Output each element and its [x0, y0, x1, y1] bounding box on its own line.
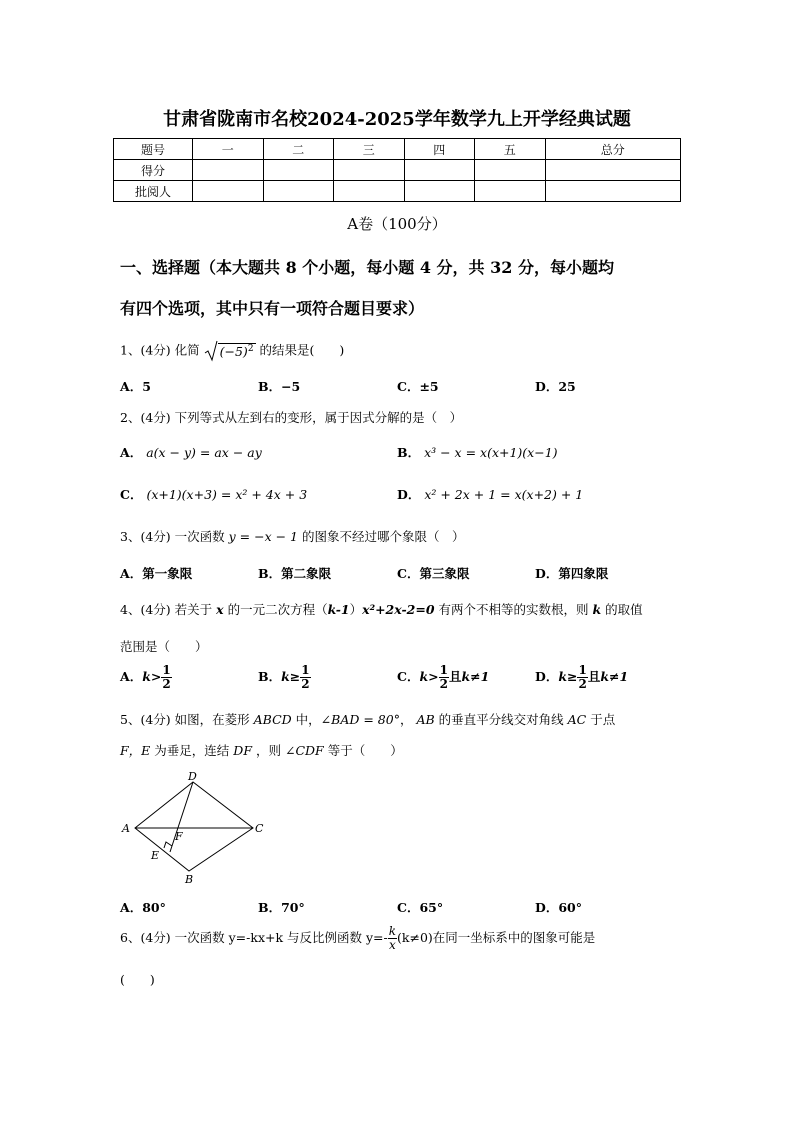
- q2-option-a: [120, 443, 262, 461]
- q4-text: 有两个不相等的实数根，则: [438, 602, 589, 617]
- question-6-line2: ( ): [120, 972, 155, 987]
- section-a-heading: A卷（100分）: [347, 215, 447, 233]
- q5-math: AB: [416, 712, 435, 727]
- q5-text: 5、(4分) 如图，在菱形: [120, 712, 250, 727]
- table-cell: [404, 181, 475, 202]
- q5-math: AC: [567, 712, 587, 727]
- question-6-line1: [120, 925, 595, 952]
- table-cell: 三: [334, 139, 405, 160]
- question-4-line1: [120, 600, 643, 618]
- option-label: D．: [535, 669, 559, 684]
- q2-option-b-expr: x³ − x = x(x+1)(x−1): [424, 445, 558, 460]
- q4-option-d: [535, 664, 628, 691]
- table-cell: [193, 181, 264, 202]
- question-5-line2: [120, 741, 403, 759]
- question-4-line2: 范围是（ ）: [120, 639, 208, 654]
- option-expr: k≥: [558, 669, 578, 684]
- q4-text: ）: [349, 602, 363, 617]
- table-cell: [545, 181, 681, 202]
- q5-option-d: D．60°: [535, 900, 582, 915]
- question-1: [120, 340, 344, 362]
- option-label: B．: [258, 669, 282, 684]
- q3-option-d: D．第四象限: [535, 566, 609, 581]
- q1-option-d: D．25: [535, 379, 576, 394]
- question-3: [120, 527, 465, 545]
- q5-text: ，: [399, 712, 413, 727]
- q1-option-c: C．±5: [397, 379, 439, 394]
- q2-option-d: [397, 485, 583, 503]
- q6-text: 6、(4分) 一次函数 y=-kx+k 与反比例函数 y=-: [120, 930, 388, 945]
- q5-text: 为垂足，连结: [154, 743, 230, 758]
- section-1-heading-line1: 一、选择题（本大题共 8 个小题，每小题 4 分，共 32 分，每小题均: [120, 258, 614, 277]
- option-expr: k>: [419, 669, 439, 684]
- q5-text: ，则: [255, 743, 281, 758]
- fraction-denominator: 2: [578, 677, 587, 691]
- question-1-suffix: 的结果是( ): [259, 342, 345, 358]
- fraction-denominator: 2: [301, 677, 310, 691]
- q2-option-a-label: A．: [120, 445, 143, 460]
- table-row: [114, 181, 681, 202]
- table-cell: [334, 160, 405, 181]
- q4-option-c: [397, 664, 489, 691]
- q2-option-c-expr: (x+1)(x+3) = x² + 4x + 3: [146, 487, 308, 502]
- label-a: A: [122, 822, 130, 835]
- table-cell: 总分: [545, 139, 681, 160]
- q5-math: F，E: [120, 743, 151, 758]
- fraction-one-half: [161, 664, 171, 691]
- q5-option-b: B．70°: [258, 900, 305, 915]
- table-cell: [404, 160, 475, 181]
- q3-option-b: B．第二象限: [258, 566, 332, 581]
- option-expr: k≠1: [600, 669, 629, 684]
- rhombus-diagram: [115, 770, 275, 885]
- option-label: A．: [120, 669, 143, 684]
- q6-text: (k≠0)在同一坐标系中的图象可能是: [397, 930, 596, 945]
- label-d: D: [188, 770, 197, 783]
- label-b: B: [185, 873, 194, 885]
- q5-math: DF: [233, 743, 252, 758]
- option-expr: k≥: [281, 669, 301, 684]
- sqrt-expression: [204, 340, 256, 362]
- q4-text: 的取值: [605, 602, 643, 617]
- q2-option-d-label: D．: [397, 487, 421, 502]
- q5-angle: ∠BAD = 80°: [320, 712, 400, 727]
- question-3-prefix: 3、(4分) 一次函数: [120, 529, 225, 544]
- fraction-numerator: 1: [439, 663, 448, 677]
- fraction-one-half: [439, 664, 449, 691]
- q5-math: ABCD: [253, 712, 292, 727]
- fraction-numerator: 1: [301, 663, 310, 677]
- q4-text: 的一元二次方程（: [227, 602, 328, 617]
- q4-option-b: [258, 664, 311, 691]
- table-row: [114, 160, 681, 181]
- table-cell: [263, 160, 334, 181]
- option-text: 且: [587, 669, 601, 684]
- q5-option-c: C．65°: [397, 900, 444, 915]
- table-cell: [263, 181, 334, 202]
- table-cell: 二: [263, 139, 334, 160]
- q4-var-x: x: [216, 602, 224, 617]
- table-cell: [475, 181, 546, 202]
- table-cell: 题号: [114, 139, 193, 160]
- fraction-denominator: 2: [162, 677, 171, 691]
- table-cell: 一: [193, 139, 264, 160]
- table-cell: [193, 160, 264, 181]
- table-cell: [475, 160, 546, 181]
- fraction-numerator: 1: [578, 663, 587, 677]
- table-cell: [545, 160, 681, 181]
- q4-option-a: [120, 664, 172, 691]
- q5-text: 于点: [590, 712, 616, 727]
- q4-equation: x²+2x-2=0: [362, 602, 435, 617]
- question-2: 2、(4分) 下列等式从左到右的变形，属于因式分解的是（ ）: [120, 410, 463, 425]
- q3-option-a: A．第一象限: [120, 566, 193, 581]
- q2-option-a-expr: a(x − y) = ax − ay: [146, 445, 262, 460]
- fraction-denominator: x: [389, 938, 396, 952]
- question-3-suffix: 的图象不经过哪个象限（ ）: [302, 529, 465, 544]
- q5-text: 的垂直平分线交对角线: [438, 712, 564, 727]
- option-text: 且: [448, 669, 462, 684]
- label-e: E: [151, 849, 160, 862]
- label-f: F: [175, 830, 183, 843]
- radical-sign-icon: [204, 340, 218, 362]
- q4-var-k: k: [592, 602, 602, 617]
- right-angle-mark: [164, 842, 172, 848]
- score-table: [113, 138, 681, 202]
- option-expr: k≠1: [461, 669, 490, 684]
- q1-option-b: B．−5: [258, 379, 301, 394]
- table-cell: 五: [475, 139, 546, 160]
- q5-text: 中，: [295, 712, 321, 727]
- q2-option-c-label: C．: [120, 487, 143, 502]
- question-3-expr: y = −x − 1: [228, 529, 299, 544]
- table-cell: [334, 181, 405, 202]
- exponent: 2: [247, 343, 254, 354]
- q2-option-c: [120, 485, 307, 503]
- q5-text: 等于（ ）: [327, 743, 403, 758]
- label-c: C: [255, 822, 264, 835]
- section-1-heading-line2: 有四个选项，其中只有一项符合题目要求）: [120, 299, 425, 318]
- q2-option-d-expr: x² + 2x + 1 = x(x+2) + 1: [424, 487, 584, 502]
- q1-option-a: A．5: [120, 379, 151, 394]
- option-expr: k>: [142, 669, 162, 684]
- fraction-numerator: 1: [162, 663, 171, 677]
- fraction-one-half: [577, 664, 587, 691]
- q3-option-c: C．第三象限: [397, 566, 470, 581]
- q2-option-b: [397, 443, 558, 461]
- table-cell: 批阅人: [114, 181, 193, 202]
- fraction-numerator: k: [388, 924, 397, 938]
- fraction-k-over-x: [388, 925, 397, 952]
- fraction-one-half: [300, 664, 310, 691]
- q4-k-minus-1: k-1: [327, 602, 350, 617]
- option-label: C．: [397, 669, 420, 684]
- exam-title: 甘肃省陇南市名校2024-2025学年数学九上开学经典试题: [163, 109, 631, 130]
- radicand: (−5): [219, 344, 248, 360]
- question-5-line1: [120, 710, 615, 728]
- table-row: [114, 139, 681, 160]
- q2-option-b-label: B．: [397, 445, 421, 460]
- fraction-denominator: 2: [439, 677, 448, 691]
- question-1-prefix: 1、(4分) 化简: [120, 342, 200, 358]
- table-cell: 四: [404, 139, 475, 160]
- q5-math: ∠CDF: [284, 743, 324, 758]
- q4-text: 4、(4分) 若关于: [120, 602, 213, 617]
- q5-option-a: A．80°: [120, 900, 166, 915]
- table-cell: 得分: [114, 160, 193, 181]
